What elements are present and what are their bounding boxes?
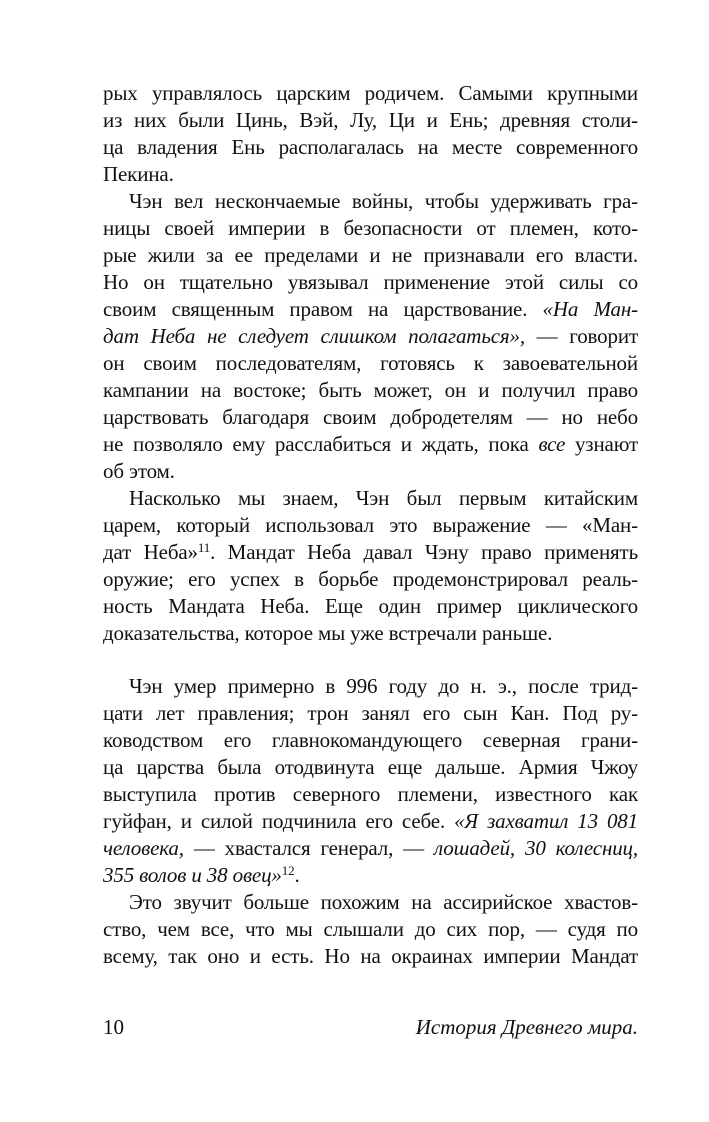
text-span: Это звучит больше похожим на ассирийское хвастов- [129, 890, 638, 914]
text-span: цати лет правления; трон занял его сын Кан. Под ру- [103, 701, 638, 725]
footnote-marker: 12 [281, 863, 295, 878]
text-span: ницы своей империи в безопасности от племен, кото- [103, 216, 638, 240]
running-title: История Древнего мира. [415, 1015, 638, 1039]
text-span: ководством его главнокомандующего северная грани- [103, 728, 638, 752]
text-span: ца царства была отодвинута еще дальше. Армия Чжоу [103, 755, 638, 779]
text-span: из них были Цинь, Вэй, Лу, Ци и Ень; древняя столи- [103, 108, 638, 132]
paragraph-2 [103, 188, 638, 485]
text-span: своим священным правом на царствование. [103, 297, 543, 321]
italic-quote: «На Ман- [542, 297, 638, 321]
paragraph-1 [103, 80, 638, 188]
text-line [103, 835, 638, 862]
paragraph-5 [103, 889, 638, 970]
text-span: он своим последователям, готовясь к завоевательной [103, 351, 638, 375]
text-line [103, 943, 638, 970]
text-line [103, 485, 638, 512]
text-line [103, 107, 638, 134]
text-span: . Мандат Неба давал Чэну право применять [210, 540, 639, 564]
text-line [103, 754, 638, 781]
text-line [103, 862, 638, 889]
text-span: всему, так оно и есть. Но на окраинах империи Мандат [103, 944, 638, 968]
section-gap [103, 647, 638, 673]
text-line [103, 161, 638, 188]
text-line [103, 889, 638, 916]
text-span: — говорит [524, 324, 638, 348]
italic-quote: «Я захватил 13 081 [454, 809, 638, 833]
text-line [103, 808, 638, 835]
text-line [103, 323, 638, 350]
text-line [103, 593, 638, 620]
text-span: царем, который использовал это выражение — «Ман- [103, 513, 638, 537]
text-span: рые жили за ее пределами и не признавали его власти. [103, 243, 638, 267]
text-span: гуйфан, и силой подчинила его себе. [103, 809, 455, 833]
text-line [103, 566, 638, 593]
text-line [103, 620, 638, 647]
text-line [103, 916, 638, 943]
text-span: ство, чем все, что мы слышали до сих пор, — судя по [103, 917, 638, 941]
text-span: Но он тщательно увязывал применение этой силы со [103, 270, 638, 294]
text-line [103, 431, 638, 458]
text-span: ца владения Ень располагалась на месте современного [103, 135, 638, 159]
text-span: дат Неба» [103, 540, 198, 564]
text-line [103, 215, 638, 242]
text-span: рых управлялось царским родичем. Самыми крупными [103, 81, 638, 105]
text-span: Насколько мы знаем, Чэн был первым китайским [129, 486, 638, 510]
text-line [103, 539, 638, 566]
footnote-marker: 11 [197, 540, 211, 555]
italic-quote: лошадей, 30 колесниц, [434, 836, 639, 860]
text-line [103, 377, 638, 404]
italic-quote: дат Неба не следует слишком полагаться», [103, 324, 525, 348]
text-span: доказательства, которое мы уже встречали раньше. [103, 621, 553, 645]
text-span: кампании на востоке; быть может, он и получил право [103, 378, 638, 402]
paragraph-3 [103, 485, 638, 647]
italic-emphasis: все [538, 432, 566, 456]
text-span: царствовать благодаря своим добродетелям — но небо [103, 405, 638, 429]
text-line [103, 188, 638, 215]
text-span: узнают [565, 432, 638, 456]
text-span: Чэн умер примерно в 996 году до н. э., после трид- [129, 674, 638, 698]
text-span: Чэн вел нескончаемые войны, чтобы удерживать гра- [129, 189, 638, 213]
text-span: не позволяло ему расслабиться и ждать, пока [103, 432, 539, 456]
paragraph-4 [103, 673, 638, 889]
text-span: оружие; его успех в борьбе продемонстрировал реаль- [103, 567, 638, 591]
text-span: ность Мандата Неба. Еще один пример циклического [103, 594, 638, 618]
text-line [103, 242, 638, 269]
text-line [103, 134, 638, 161]
text-line [103, 350, 638, 377]
text-span: выступила против северного племени, известного как [103, 782, 638, 806]
text-line [103, 458, 638, 485]
text-span: об этом. [103, 459, 175, 483]
page-body [103, 80, 638, 970]
text-line [103, 673, 638, 700]
italic-quote: человека, [103, 836, 184, 860]
text-span: . [294, 863, 300, 887]
text-line [103, 727, 638, 754]
text-line [103, 80, 638, 107]
italic-quote: 355 волов и 38 овец» [103, 863, 282, 887]
text-line [103, 404, 638, 431]
text-span: — хвастался генерал, — [183, 836, 434, 860]
page-footer [103, 1012, 638, 1042]
text-line [103, 700, 638, 727]
text-line [103, 269, 638, 296]
page-number: 10 [103, 1015, 124, 1039]
text-span: Пекина. [103, 162, 174, 186]
text-line [103, 781, 638, 808]
text-line [103, 512, 638, 539]
text-line [103, 296, 638, 323]
